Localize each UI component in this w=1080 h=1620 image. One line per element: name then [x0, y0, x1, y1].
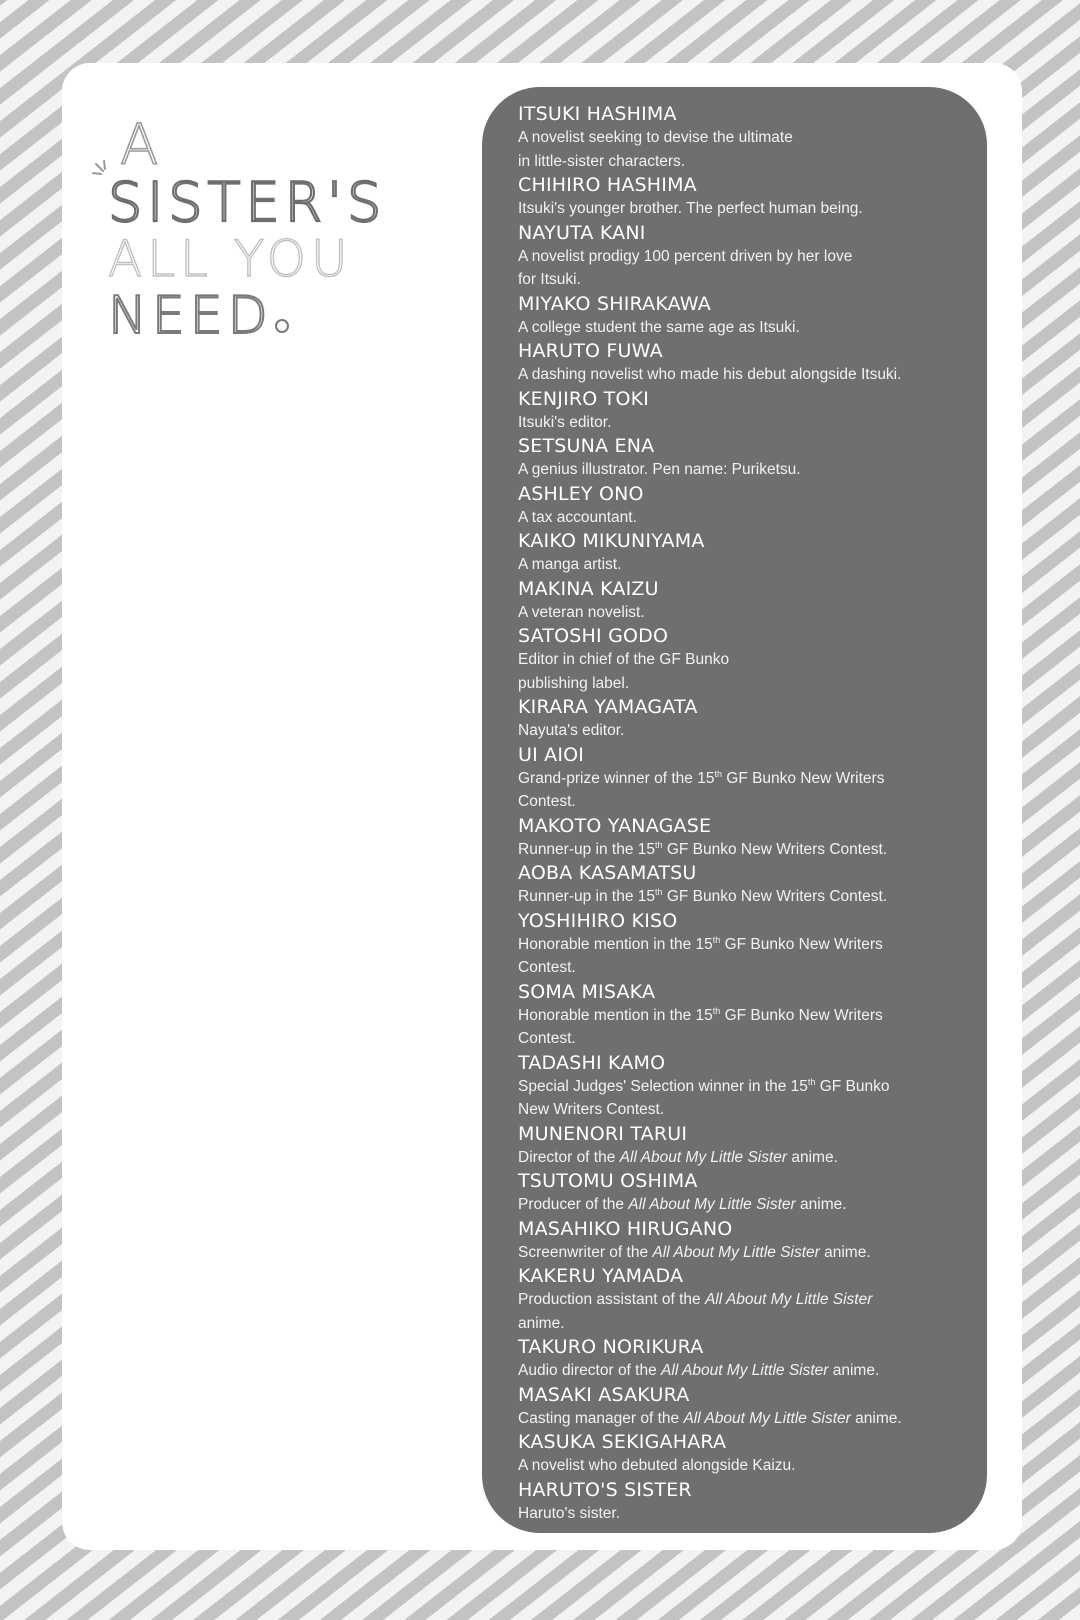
character-name: HARUTO FUWA [518, 340, 663, 362]
character-name: AOBA KASAMATSU [518, 862, 697, 884]
character-name: MASAHIKO HIRUGANO [518, 1217, 733, 1240]
character-description-line: Editor in chief of the GF Bunko [518, 651, 730, 668]
logo-line-sisters: SISTER'S [108, 171, 387, 234]
character-name: MIYAKO SHIRAKAWA [518, 292, 711, 315]
character-name: SOMA MISAKA [518, 980, 656, 1003]
sparkle-icon [92, 160, 114, 182]
character-name: SETSUNA ENA [518, 435, 655, 457]
character-description-line: Producer of the All About My Little Sister anime. [518, 1196, 847, 1213]
character-description-line: A novelist seeking to devise the ultimate [518, 129, 793, 146]
character-entry [518, 339, 988, 387]
character-description-line: in little-sister characters. [518, 152, 686, 170]
character-description-line: Audio director of the All About My Little Sister anime. [518, 1362, 880, 1379]
character-name: MAKINA KAIZU [518, 577, 659, 600]
character-description-line: Honorable mention in the 15th GF Bunko New Writers [518, 934, 883, 953]
character-description-line: A novelist prodigy 100 percent driven by her love [518, 247, 853, 265]
character-description-line: A college student the same age as Itsuki. [518, 318, 800, 336]
character-description-line: A tax accountant. [518, 508, 637, 526]
character-description-line: Honorable mention in the 15th GF Bunko New Writers [518, 1005, 883, 1024]
logo-line-a: A [120, 113, 164, 178]
character-entry [518, 482, 988, 530]
character-description-line: publishing label. [518, 674, 630, 692]
character-entry [518, 102, 988, 173]
character-description-line: Casting manager of the All About My Little Sister anime. [518, 1409, 902, 1427]
character-entry [518, 434, 988, 482]
character-name: KIRARA YAMAGATA [518, 696, 698, 718]
character-description-line: Itsuki's younger brother. The perfect human being. [518, 200, 863, 217]
character-entry [518, 173, 988, 221]
character-entry [518, 743, 988, 814]
character-description-line: A veteran novelist. [518, 603, 645, 621]
character-name: HARUTO'S SISTER [518, 1478, 692, 1501]
logo-line-need [108, 286, 458, 346]
character-entry [518, 529, 988, 577]
character-name: MAKOTO YANAGASE [518, 814, 712, 837]
character-entry [518, 1478, 988, 1526]
character-description-line: Contest. [518, 793, 576, 810]
character-entry [518, 1264, 988, 1335]
character-entry [518, 221, 988, 292]
character-description-line: Contest. [518, 1030, 576, 1047]
character-description-line: A manga artist. [518, 556, 622, 573]
character-name: MASAKI ASAKURA [518, 1383, 690, 1406]
character-description-line: Grand-prize winner of the 15th GF Bunko New Writers [518, 768, 885, 787]
character-name: MUNENORI TARUI [518, 1122, 688, 1145]
logo-need-text: NEED [108, 286, 273, 346]
character-entry [518, 292, 988, 340]
character-entry [518, 909, 988, 980]
character-description-line: Contest. [518, 959, 576, 976]
title-logo [108, 113, 458, 346]
character-name: YOSHIHIRO KISO [518, 909, 678, 932]
character-entry [518, 1051, 988, 1122]
character-description-line: Nayuta's editor. [518, 722, 625, 739]
character-description-line: Runner-up in the 15th GF Bunko New Writers Contest. [518, 887, 888, 905]
character-name: CHIHIRO HASHIMA [518, 174, 697, 196]
character-entry [518, 387, 988, 435]
character-entry [518, 1217, 988, 1265]
character-description-line: Director of the All About My Little Sister anime. [518, 1148, 838, 1166]
character-description-line: A genius illustrator. Pen name: Puriketsu. [518, 461, 801, 478]
character-entry [518, 1122, 988, 1170]
character-description-line: Itsuki's editor. [518, 413, 612, 431]
character-entry [518, 1169, 988, 1217]
character-name: ITSUKI HASHIMA [518, 103, 677, 125]
character-entry [518, 814, 988, 862]
logo-period-circle [275, 319, 289, 333]
character-entry [518, 695, 988, 743]
character-entry [518, 1335, 988, 1383]
character-name: ASHLEY ONO [518, 482, 644, 505]
character-name: NAYUTA KANI [518, 221, 646, 244]
character-entry [518, 861, 988, 909]
character-description-line: anime. [518, 1314, 565, 1332]
logo-line-all-you: ALL YOU [108, 230, 353, 288]
character-name: KENJIRO TOKI [518, 387, 650, 410]
character-description-line: Screenwriter of the All About My Little Sister anime. [518, 1243, 871, 1261]
character-entry [518, 1430, 988, 1478]
character-description-line: Runner-up in the 15th GF Bunko New Writers Contest. [518, 839, 888, 858]
character-list [518, 102, 988, 1525]
character-description-line: Special Judges' Selection winner in the 15th GF Bunko [518, 1076, 890, 1095]
character-description-line: for Itsuki. [518, 271, 581, 288]
character-name: KAIKO MIKUNIYAMA [518, 530, 705, 552]
character-description-line: Production assistant of the All About My Little Sister [518, 1291, 873, 1308]
character-name: UI AIOI [518, 743, 585, 766]
character-entry [518, 980, 988, 1051]
character-name: TAKURO NORIKURA [518, 1336, 704, 1358]
character-name: TADASHI KAMO [518, 1051, 666, 1074]
character-entry [518, 577, 988, 625]
character-name: KASUKA SEKIGAHARA [518, 1431, 727, 1453]
character-description-line: A dashing novelist who made his debut alongside Itsuki. [518, 366, 902, 383]
character-description-line: New Writers Contest. [518, 1101, 665, 1118]
character-name: SATOSHI GODO [518, 625, 669, 647]
character-name: TSUTOMU OSHIMA [518, 1170, 698, 1192]
character-entry [518, 624, 988, 695]
character-entry [518, 1383, 988, 1431]
character-description-line: Haruto's sister. [518, 1504, 621, 1522]
character-name: KAKERU YAMADA [518, 1265, 684, 1287]
character-description-line: A novelist who debuted alongside Kaizu. [518, 1457, 796, 1474]
